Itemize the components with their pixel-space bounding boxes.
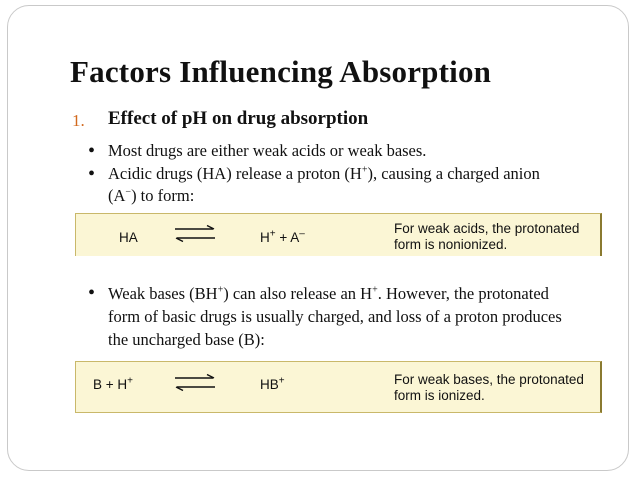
equation-left: HA bbox=[119, 230, 138, 245]
base-equation-box bbox=[75, 361, 602, 413]
bullet-text: Weak bases (BH+) can also release an H+. However, the protonated form of basic drugs is usually charged, and loss of a proton produces the uncharged base (B): bbox=[108, 284, 562, 349]
bullet-dot: • bbox=[88, 163, 96, 185]
acid-equation-box bbox=[75, 213, 602, 256]
bullet-text: Acidic drugs (HA) release a proton (H+), causing a charged anion (A−) to form: bbox=[108, 164, 540, 205]
equilibrium-arrows-icon bbox=[173, 224, 217, 240]
section-number: 1. bbox=[72, 111, 85, 130]
section-title: Effect of pH on drug absorption bbox=[108, 108, 369, 129]
equilibrium-arrows-icon bbox=[173, 373, 217, 389]
bullet-dot: • bbox=[88, 140, 96, 162]
equation-right: H+ + A– bbox=[260, 228, 305, 245]
equation-right: HB+ bbox=[260, 375, 285, 392]
equation-note: For weak acids, the protonated form is nonionized. bbox=[394, 221, 580, 252]
bullet-dot: • bbox=[88, 282, 96, 304]
equation-note: For weak bases, the protonated form is ionized. bbox=[394, 372, 584, 403]
equation-left: B + H+ bbox=[93, 375, 133, 392]
slide-title: Factors Influencing Absorption bbox=[70, 54, 492, 89]
bullet-text: Most drugs are either weak acids or weak bases. bbox=[108, 141, 427, 160]
